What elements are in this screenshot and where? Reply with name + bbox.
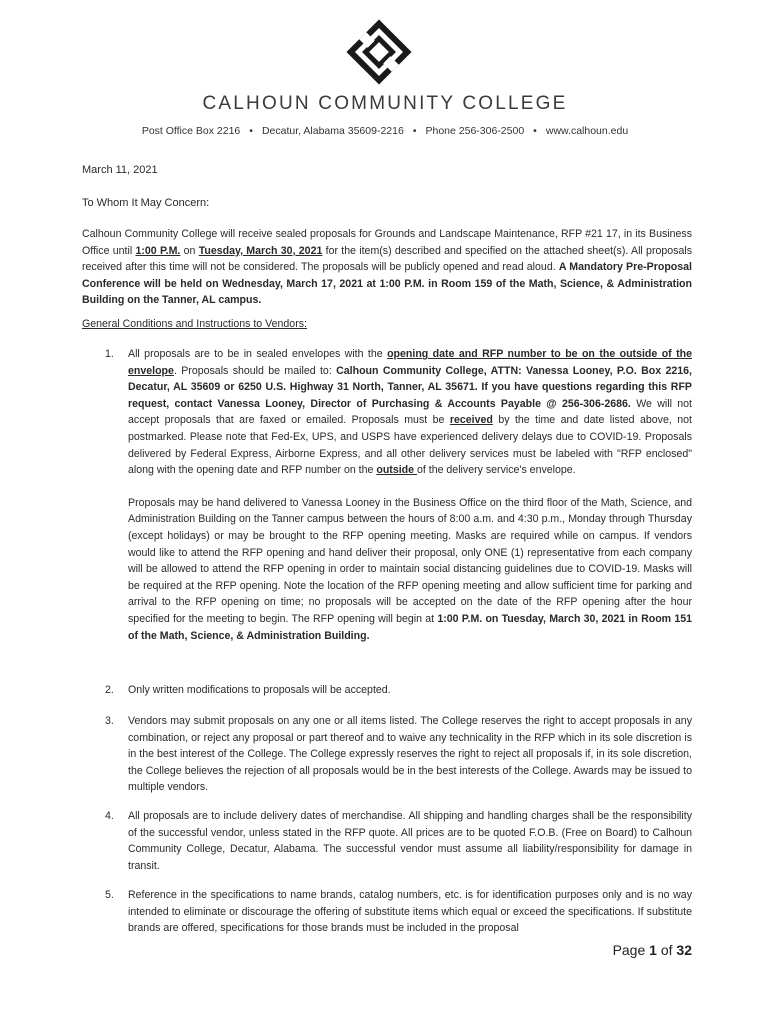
- item-number: 4.: [105, 810, 114, 822]
- bullet-separator: •: [412, 125, 417, 137]
- intro-paragraph: [82, 226, 692, 309]
- opening-time-location: 1:00 P.M. on Tuesday, March 30, 2021 in Room 151 of the Math, Science, & Administration Building.: [128, 612, 692, 642]
- city-state: Decatur, Alabama 35609-2216: [261, 125, 404, 137]
- po-box: Post Office Box 2216: [141, 125, 241, 137]
- page-number: [613, 942, 692, 958]
- item-paragraph: [128, 346, 692, 479]
- bullet-separator: •: [533, 125, 537, 137]
- bullet-separator: •: [249, 125, 253, 137]
- item-number: 3.: [105, 715, 114, 727]
- item-text: We will not accept proposals that are faxed or emailed. Proposals must be: [128, 397, 693, 427]
- college-name: CALHOUN COMMUNITY COLLEGE: [202, 93, 568, 114]
- item-text: Vendors may submit proposals on any one or all items listed. The College reserves the right to accept proposals in any combination, or reject any proposal or part thereof and to waive any technicality in the RFP which in its sole discretion is in the best interest of the College. The College expressly reserves the right to reject all proposals if, in its sole discretion, the College believes the rejection of all proposals would be in the best interests of the College. Awards may be issued to multiple vendors.: [128, 715, 692, 794]
- item-number: 1.: [105, 348, 114, 360]
- envelope-requirement: opening date and RFP number to be on the outside of the envelope: [128, 348, 692, 377]
- college-address: [0, 125, 770, 137]
- total-pages: 32: [676, 942, 692, 958]
- item-body: [128, 346, 692, 644]
- item-text: Proposals may be hand delivered to Vanessa Looney in the Business Office on the third floor of the Math, Science, and Administration Building on the Tanner campus between the hours of 8:00 a.m. and 4:30 p.m., Monday through Thursday (except holidays) or may be brought to the RFP opening meeting. Masks are required while on campus. If vendors would like to attend the RFP opening and hand deliver their proposal, only ONE (1) representative from each company will be allowed to attend the RFP opening in order to maintain social distancing guidelines due to COVID-19. Masks will be required at the RFP opening. Note the location of the RFP opening meeting and allow sufficient time for parking and arrival to the RFP opening on time; no proposals will be accepted on the date of the RFP opening after the hour specified for the meeting to begin. The RFP opening will begin at: [128, 496, 692, 625]
- outside-emphasis: outside: [376, 464, 417, 477]
- item-text: . Proposals should be mailed to:: [173, 364, 337, 377]
- college-logo-icon: [344, 17, 414, 87]
- phone: Phone 256-306-2500: [425, 125, 525, 137]
- page-label: Page: [612, 942, 650, 958]
- deadline-time: 1:00 P.M.: [135, 244, 181, 257]
- item-paragraph: [128, 495, 692, 644]
- section-heading: General Conditions and Instructions to Vendors:: [82, 318, 307, 330]
- current-page: 1: [649, 942, 657, 958]
- item-text: All proposals are to be in sealed envelopes with the: [128, 348, 388, 360]
- of-label: of: [656, 942, 677, 958]
- item-text: Reference in the specifications to name brands, catalog numbers, etc. is for identification purposes only and is no way intended to eliminate or discourage the offering of substitute items which equal or exceed the specifications. If substitute brands are offered, specifications for those brands must be included in the proposal: [128, 889, 692, 935]
- item-text: of the delivery service's envelope.: [416, 464, 576, 477]
- item-text: All proposals are to include delivery dates of merchandise. All shipping and handling charges shall be the responsibility of the successful vendor, unless stated in the RFP quote. All prices are to be quoted F.O.B. (Free on Board) to Calhoun Community College, Decatur, Alabama. The successful vendor must assume all liability/responsibility for damage in transit.: [128, 810, 692, 872]
- letter-date: March 11, 2021: [82, 164, 158, 176]
- received-emphasis: received: [449, 414, 493, 427]
- deadline-date: Tuesday, March 30, 2021: [198, 244, 323, 257]
- conference-notice: A Mandatory Pre-Proposal Conference will be held on Wednesday, March 17, 2021 at 1:00 P.M. in Room 159 of the Math, Science, & Administration Building on the Tanner, AL campus.: [82, 261, 692, 307]
- intro-text: Calhoun Community College will receive sealed proposals for Grounds and Landscape Maintenance, RFP #21 17, in its Business Office until: [82, 228, 692, 257]
- item-number: 5.: [105, 889, 114, 901]
- mailing-address: Calhoun Community College, ATTN: Vanessa Looney, P.O. Box 2216, Decatur, AL 35609 or 6250 U.S. Highway 31 North, Tanner, AL 35671. If you have questions regarding this RFP request, contact Vanessa Looney, Director of Purchasing & Accounts Payable @ 256-306-2686.: [128, 364, 692, 410]
- intro-text: for the item(s) described and specified on the attached sheet(s). All proposals received after this time will not be considered. The proposals will be publicly opened and read aloud.: [82, 244, 692, 274]
- item-number: 2.: [105, 684, 114, 696]
- website: www.calhoun.edu: [545, 125, 629, 137]
- intro-text: on: [180, 244, 199, 257]
- item-text: Only written modifications to proposals will be accepted.: [128, 684, 391, 696]
- item-text: by the time and date listed above, not postmarked. Please note that Fed-Ex, UPS, and USPS have experienced delivery delays due to COVID-19. Proposals delivered by Federal Express, Airborne Express, and all other delivery services must be labeled with "RFP enclosed" along with the opening date and RFP number on the: [128, 414, 692, 477]
- salutation: To Whom It May Concern:: [82, 197, 210, 209]
